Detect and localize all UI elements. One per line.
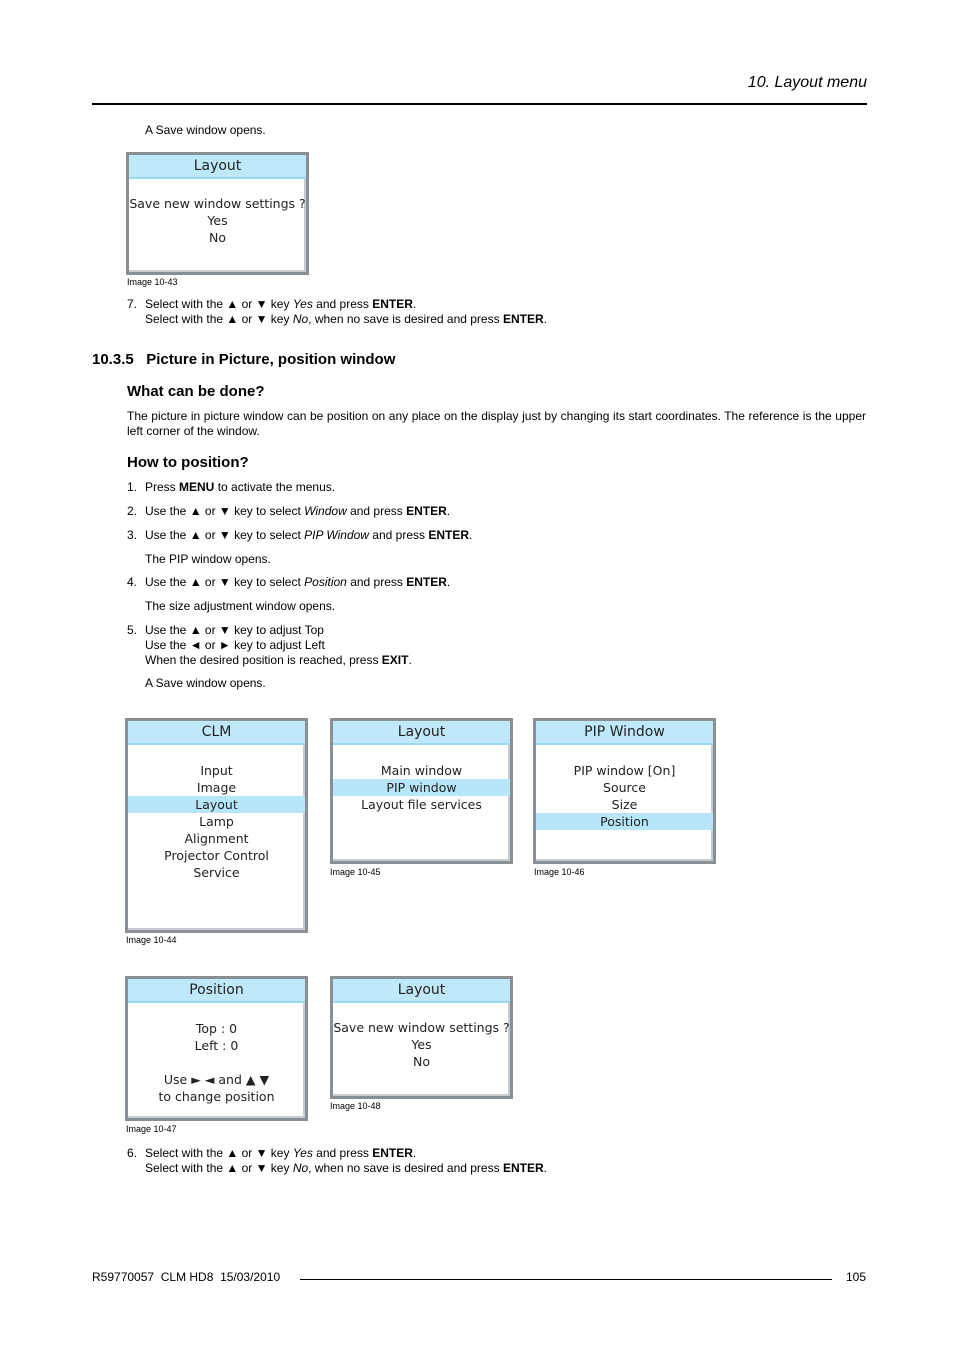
how-heading: How to position? (127, 454, 249, 471)
text: No (292, 312, 309, 326)
figure-caption: Image 10-46 (534, 867, 585, 877)
step-number: 5. (127, 623, 138, 637)
position-menu (125, 976, 308, 1121)
text: ENTER (502, 312, 544, 326)
menu-item-position: Position (536, 813, 713, 830)
step-2 (127, 504, 451, 519)
step-number: 7. (127, 297, 138, 311)
text: Yes (292, 297, 313, 311)
menu-item-lamp: Lamp (199, 814, 234, 829)
save-window-menu (330, 976, 513, 1099)
text: Select with the ▲ or ▼ key (145, 1161, 293, 1175)
text: ENTER (406, 504, 447, 518)
text: Use the ▲ or ▼ key to select (145, 528, 305, 542)
text: No (292, 1161, 309, 1175)
menu-item-alignment: Alignment (184, 831, 249, 846)
menu-title: Layout (333, 979, 510, 1003)
header-rule (92, 103, 867, 105)
menu-item: Yes (207, 213, 228, 228)
text: Use the ▲ or ▼ key to select (145, 575, 305, 589)
menu-title: Position (128, 979, 305, 1003)
menu-title: CLM (128, 721, 305, 745)
menu-title: Layout (129, 155, 306, 179)
text: Position (304, 575, 347, 589)
step-number: 2. (127, 504, 138, 518)
text: . (412, 297, 417, 311)
clm-menu (125, 718, 308, 933)
step-3 (127, 528, 473, 543)
text: . (412, 1146, 417, 1160)
step-5 (127, 623, 412, 668)
text: to activate the menus. (214, 480, 336, 494)
hint-line: Use ► ◄ and ▲ ▼ (163, 1072, 270, 1087)
footer-rule (300, 1279, 832, 1280)
figure-caption: Image 10-48 (330, 1101, 381, 1111)
menu-item-image: Image (196, 780, 237, 795)
text: and press (312, 1146, 373, 1160)
text: Use the ◄ or ► key to adjust Left (145, 638, 325, 652)
step-6 (127, 1146, 547, 1176)
text: and press (346, 504, 407, 518)
text: Use the ▲ or ▼ key to adjust Top (145, 623, 324, 637)
menu-item-pip-window: PIP window (333, 779, 510, 796)
menu-item: Save new window settings ? (129, 196, 306, 211)
layout-menu (330, 718, 513, 864)
text: ENTER (372, 1146, 413, 1160)
chapter-header: 10. Layout menu (747, 74, 867, 91)
menu-item-pip-window-on: PIP window [On] (573, 763, 676, 778)
page-number: 105 (845, 1270, 866, 1284)
save-window-menu (126, 152, 309, 275)
step-7 (127, 297, 547, 327)
figure-caption: Image 10-45 (330, 867, 381, 877)
text: EXIT (381, 653, 409, 667)
section-title: 10.3.5 Picture in Picture, position window (92, 351, 396, 368)
step-3-note: The PIP window opens. (145, 552, 271, 566)
left-value: Left : 0 (194, 1038, 239, 1053)
what-heading: What can be done? (127, 383, 265, 400)
text: Select with the ▲ or ▼ key (145, 312, 293, 326)
text: Select with the ▲ or ▼ key (145, 297, 293, 311)
text: ENTER (372, 297, 413, 311)
top-value: Top : 0 (195, 1021, 238, 1036)
text: ENTER (502, 1161, 544, 1175)
step-number: 1. (127, 480, 138, 494)
intro-text: A Save window opens. (145, 123, 266, 137)
text: . (408, 653, 412, 667)
menu-title: PIP Window (536, 721, 713, 745)
step-5-note: A Save window opens. (145, 676, 266, 690)
menu-item-layout-file-services: Layout file services (361, 797, 482, 812)
text: . (446, 575, 451, 589)
text: When the desired position is reached, press (145, 653, 382, 667)
text: and press (312, 297, 373, 311)
text: . (469, 528, 473, 542)
text: Yes (292, 1146, 313, 1160)
text: ENTER (406, 575, 447, 589)
text: Use the ▲ or ▼ key to select (145, 504, 305, 518)
text: and press (368, 528, 429, 542)
menu-item-projector-control: Projector Control (164, 848, 269, 863)
text: . (446, 504, 451, 518)
text: MENU (179, 480, 215, 494)
menu-item: Yes (411, 1037, 432, 1052)
text: Press (145, 480, 180, 494)
menu-item-layout: Layout (128, 796, 305, 813)
menu-item-size: Size (611, 797, 638, 812)
text: . (543, 1161, 547, 1175)
figure-caption: Image 10-43 (127, 277, 178, 287)
step-number: 4. (127, 575, 138, 589)
text: PIP Window (304, 528, 369, 542)
what-text: The picture in picture window can be position on any place on the display just by changing its start coordinates. The reference is the upper left corner of the window. (127, 409, 866, 438)
figure-caption: Image 10-44 (126, 935, 177, 945)
text: and press (346, 575, 407, 589)
footer-doc-id: R59770057 CLM HD8 15/03/2010 (92, 1270, 281, 1284)
text: Window (304, 504, 347, 518)
step-4-note: The size adjustment window opens. (145, 599, 336, 613)
text: ENTER (428, 528, 470, 542)
step-4 (127, 575, 451, 590)
text: Select with the ▲ or ▼ key (145, 1146, 293, 1160)
pip-window-menu (533, 718, 716, 864)
step-number: 6. (127, 1146, 138, 1160)
text: . (543, 312, 547, 326)
text: , when no save is desired and press (308, 312, 503, 326)
menu-title: Layout (333, 721, 510, 745)
step-1 (127, 480, 336, 495)
menu-item: No (209, 230, 226, 245)
menu-item-input: Input (200, 763, 233, 778)
menu-item: No (413, 1054, 430, 1069)
menu-item-service: Service (193, 865, 240, 880)
step-number: 3. (127, 528, 138, 542)
menu-item-source: Source (603, 780, 646, 795)
menu-item: Save new window settings ? (333, 1020, 510, 1035)
menu-item-main-window: Main window (380, 763, 463, 778)
hint-line: to change position (158, 1089, 275, 1104)
figure-caption: Image 10-47 (126, 1124, 177, 1134)
text: , when no save is desired and press (308, 1161, 503, 1175)
